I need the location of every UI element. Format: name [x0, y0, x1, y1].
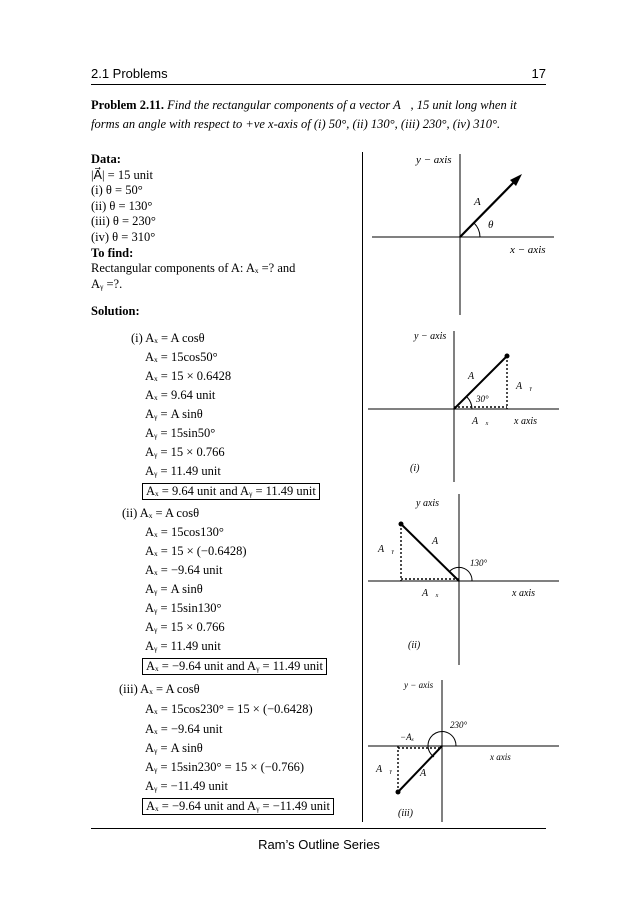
footer-rule	[91, 828, 546, 829]
footer-series: Ram’s Outline Series	[258, 837, 380, 852]
solution-step: Aₓ = 15 × 0.6428	[145, 369, 232, 383]
x-axis-label: x axis	[512, 588, 536, 599]
data-line: (i) θ = 50°	[91, 183, 143, 198]
solution-step: Aᵧ = A sinθ	[145, 582, 203, 596]
y-axis-label: y − axis	[416, 154, 452, 166]
result-box: Aₓ = −9.64 unit and Aᵧ = 11.49 unit	[142, 658, 327, 675]
vector-label: A⃗	[432, 536, 446, 547]
ax-label: −Aₓ	[400, 732, 415, 742]
find-line: Aᵧ =?.	[91, 276, 123, 291]
solution-step: Aᵧ = −11.49 unit	[145, 779, 228, 793]
vector-figure-1	[364, 150, 564, 320]
solution-step: Aᵧ = 11.49 unit	[145, 464, 221, 478]
vector-figure-3	[364, 490, 564, 670]
angle-label: 130°	[470, 558, 488, 568]
data-line: (iv) θ = 310°	[91, 229, 156, 244]
y-axis-label: y − axis	[414, 331, 447, 342]
column-divider	[362, 152, 363, 822]
solution-step: Aᵧ = 15sin50°	[145, 426, 216, 440]
vector-figure-2	[364, 327, 564, 487]
solution-step: Aₓ = 15cos50°	[145, 350, 218, 364]
solution-step: (ii) Aₓ = A cosθ	[122, 506, 200, 520]
vector-label: A⃗	[420, 768, 434, 779]
solution-step: Aᵧ = 11.49 unit	[145, 639, 221, 653]
page-number: 17	[531, 66, 546, 81]
vector-figure-4	[364, 676, 564, 826]
solution-step: Aᵧ = 15sin230° = 15 × (−0.766)	[145, 760, 305, 774]
find-line: Rectangular components of A: Aₓ =? and	[91, 261, 296, 276]
solution-step: Aₓ = 15cos130°	[145, 525, 224, 539]
solution-step: Aₓ = −9.64 unit	[145, 722, 223, 736]
solution-step: (iii) Aₓ = A cosθ	[119, 682, 200, 696]
data-line: |A⃗| = 15 unit	[91, 167, 153, 182]
solution-step: Aᵧ = A sinθ	[145, 407, 203, 421]
section-title: 2.1 Problems	[91, 66, 168, 81]
running-header	[91, 66, 546, 81]
result-box: Aₓ = 9.64 unit and Aᵧ = 11.49 unit	[142, 483, 320, 500]
x-axis-label: x − axis	[510, 244, 546, 256]
vector-label: A⃗	[474, 196, 490, 208]
problem-label: Problem 2.11.	[91, 98, 165, 112]
figure-caption: (ii)	[408, 640, 421, 651]
solution-step: Aᵧ = 15 × 0.766	[145, 445, 225, 459]
solution-title: Solution:	[91, 304, 140, 319]
data-line: (iii) θ = 230°	[91, 214, 156, 229]
solution-step: Aₓ = −9.64 unit	[145, 563, 223, 577]
data-block	[91, 152, 353, 320]
angle-label: 30°	[476, 394, 489, 404]
solution-step: Aᵧ = A sinθ	[145, 741, 203, 755]
y-axis-label: y − axis	[404, 680, 434, 690]
problem-text: Find the rectangular components of a vector A⃗, 15 unit long when it forms an angle with respect to +ve x-axis of (i) 50°, (ii) 130°, (iii) 230°, (iv) 310°.	[91, 98, 517, 131]
figure-caption: (iii)	[398, 808, 413, 819]
ay-label: A⃗ᵧ	[378, 544, 395, 555]
solution-step: (i) Aₓ = A cosθ	[131, 331, 205, 345]
solution-step: Aₓ = 9.64 unit	[145, 388, 216, 402]
solution-step: Aₓ = 15 × (−0.6428)	[145, 544, 247, 558]
problem-statement	[91, 96, 546, 134]
x-axis-label: x axis	[514, 416, 538, 427]
header-rule	[91, 84, 546, 85]
solution-step: Aᵧ = 15sin130°	[145, 601, 222, 615]
data-line: (ii) θ = 130°	[91, 198, 153, 213]
ax-label: A⃗ₓ	[472, 416, 489, 427]
angle-label: 230°	[450, 720, 468, 730]
find-title: To find:	[91, 245, 134, 260]
solution-step: Aₓ = 15cos230° = 15 × (−0.6428)	[145, 702, 313, 716]
y-axis-label: y axis	[416, 498, 440, 509]
figure-caption: (i)	[410, 463, 420, 474]
result-box: Aₓ = −9.64 unit and Aᵧ = −11.49 unit	[142, 798, 334, 815]
x-axis-label: x axis	[490, 752, 511, 762]
ay-label: A⃗ᵧ	[516, 381, 533, 392]
data-title: Data:	[91, 152, 121, 166]
vector-label: A⃗	[468, 371, 482, 382]
solution-step: Aᵧ = 15 × 0.766	[145, 620, 225, 634]
ax-label: A⃗ₓ	[422, 588, 439, 599]
ay-label: A⃗ᵧ	[376, 764, 393, 775]
angle-label: θ	[488, 219, 494, 231]
